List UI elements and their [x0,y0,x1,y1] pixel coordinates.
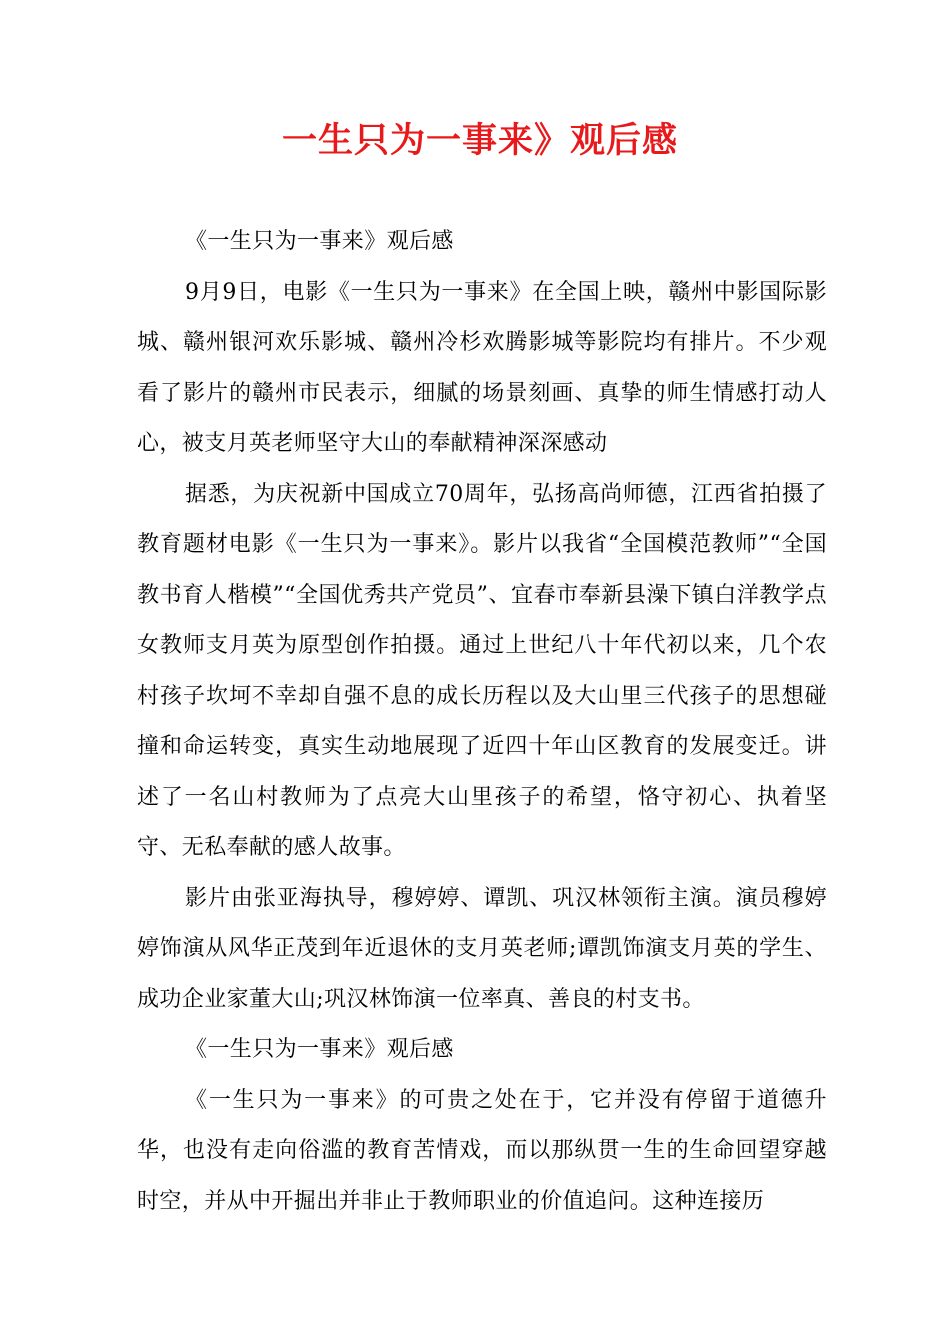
paragraph: 据悉，为庆祝新中国成立70周年，弘扬高尚师德，江西省拍摄了教育题材电影《一生只为一事来》。影片以我省“全国模范教师”“全国教书育人楷模”“全国优秀共产党员”、宜春市奉新县澡下镇白洋教学点女教师支月英为原型创作拍摄。通过上世纪八十年代初以来，几个农村孩子坎坷不幸却自强不息的成长历程以及大山里三代孩子的思想碰撞和命运转变，真实生动地展现了近四十年山区教育的发展变迁。讲述了一名山村教师为了点亮大山里孩子的希望，恪守初心、执着坚守、无私奉献的感人故事。 [137,481,827,860]
paragraph: 《一生只为一事来》观后感 [185,229,454,254]
paragraph: 《一生只为一事来》观后感 [185,1037,454,1062]
paragraph: 影片由张亚海执导，穆婷婷、谭凯、巩汉林领衔主演。演员穆婷婷饰演从风华正茂到年近退休的支月英老师;谭凯饰演支月英的学生、成功企业家董大山;巩汉林饰演一位率真、善良的村支书。 [137,885,827,1012]
paragraph: 《一生只为一事来》的可贵之处在于，它并没有停留于道德升华，也没有走向俗滥的教育苦情戏，而以那纵贯一生的生命回望穿越时空，并从中开掘出并非止于教师职业的价值追问。这种连接历 [137,1087,827,1214]
paragraph: 9月9日，电影《一生只为一事来》在全国上映，赣州中影国际影城、赣州银河欢乐影城、赣州冷杉欢腾影城等影院均有排片。不少观看了影片的赣州市民表示，细腻的场景刻画、真挚的师生情感打动人心，被支月英老师坚守大山的奉献精神深深感动 [137,279,827,456]
document-body [137,217,827,1227]
document-title: 一生只为一事来》观后感 [281,121,678,161]
